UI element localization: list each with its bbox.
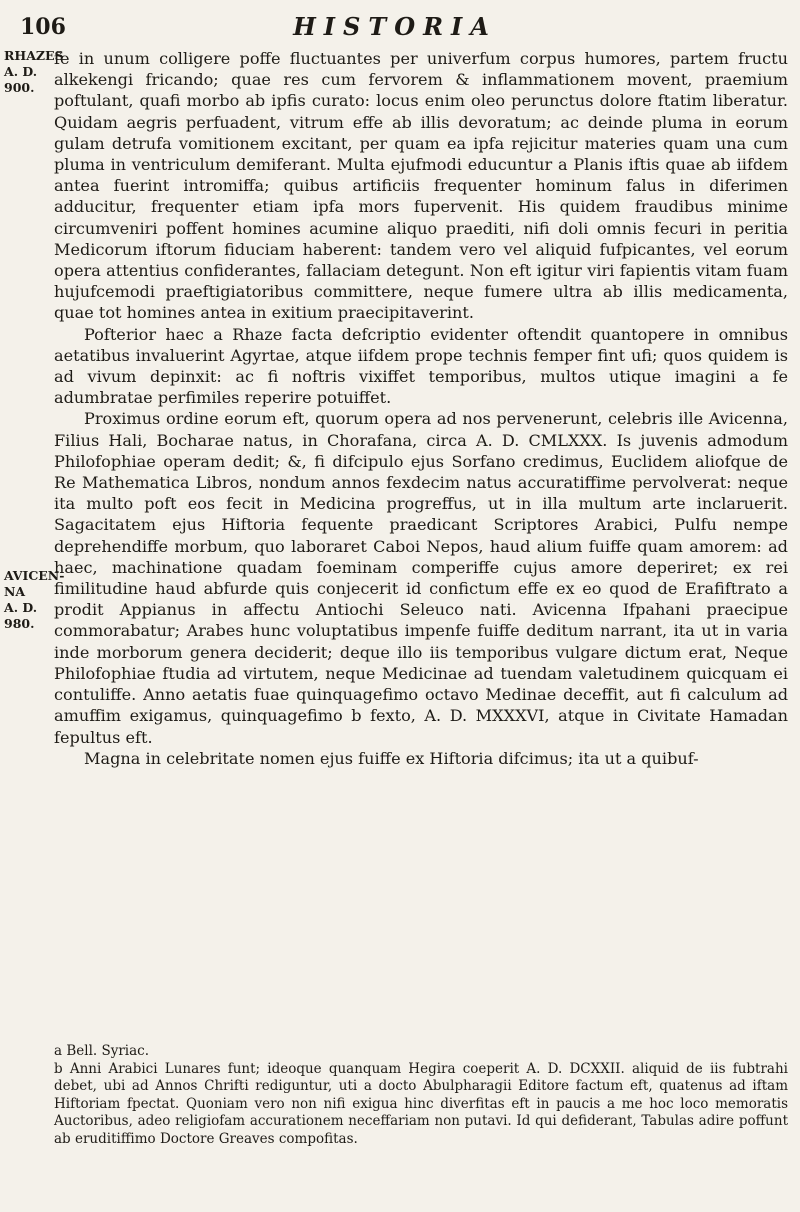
- body-text: [54, 48, 788, 769]
- paragraph-rhazes-quacks: fe in unum colligere poffe fluctuantes per univerfum corpus humores, partem fructu alkekengi fricando; quae res cum fervorem & inflammationem movent, praemium poftulant, quafi morbo ab ipfis curato: locus enim oleo perunctus dolore ftatim liberatur. Quidam aegris perfuadent, vitrum effe ab illis devoratum; ac deinde pluma in eorum gulam detrufa vomitionem excitant, per quam ea ipfa rejicitur materies quam una cum pluma in ventriculum demiferant. Multa ejufmodi educuntur a Planis iftis quae ab iifdem antea fuerint intromiffa; quibus artificiis frequenter hominum falus in diferimen adducitur, frequenter etiam ipfa mors fupervenit. His quidem fraudibus minime circumveniri poffent homines acumine aliquo praediti, nifi doli omnis fecuri in peritia Medicorum iftorum fiduciam haberent: tandem vero vel aliquid fufpicantes, vel eorum opera attentius confiderantes, fallaciam detegunt. Non eft igitur viri fapientis vitam fuam hujufcemodi praeftigiatoribus committere, neque fumere ultra ab illis medicamenta, quae tot homines antea in exitium praecipitaverint.: [54, 49, 788, 323]
- margin-note-year: 980.: [4, 616, 35, 631]
- margin-note-name: AVICEN-NA: [4, 568, 65, 599]
- running-title: HISTORIA: [293, 12, 497, 41]
- page-header: [20, 8, 770, 48]
- footnotes: [54, 1043, 788, 1148]
- paragraph-avicenna: Proximus ordine eorum eft, quorum opera ad nos pervenerunt, celebris ille Avicenna, Filius Hali, Bocharae natus, in Chorafana, circa A. D. CMLXXX. Is juvenis admodum Philofophiae operam dedit; &, fi difcipulo ejus Sorfano credimus, Euclidem aliofque de Re Mathematica Libros, nondum annos fexdecim natus accuratiffime pervolverat: neque ita multo poft eos fecit in Medicina progreffus, ut in illa multum arte inclaruerit. Sagacitatem ejus Hiftoria fequente praedicant Scriptores Arabici, Pulfu nempe deprehendiffe morbum, quo laboraret Caboi Nepos, haud alium fuiffe quam amorem: ad haec, machinatione quadam foeminam comperiffe cujus amore deperiret; ex rei fimilitudine haud abfurde quis conjecerit id confictum effe ex eo quod de Erafiftrato a prodit Appianus in affectu Antiochi Seleuco nati. Avicenna Ifpahani praecipue commorabatur; Arabes hunc voluptatibus impenfe fuiffe deditum narrant, ita ut in varia inde morborum genera deciderit; deque illo iis temporibus vulgare dictum erat, Neque Philofophiae ftudia ad virtutem, neque Medicinae ad tuendam valetudinem quicquam ei contuliffe. Anno aetatis fuae quinquagefimo octavo Medinae deceffit, aut fi calculum ad amuffim exigamus, quinquagefimo b fexto, A. D. MXXXVI, atque in Civitate Hamadan fepultus eft.: [54, 409, 788, 747]
- page-number: 106: [20, 14, 66, 40]
- footnote-a: a Bell. Syriac.: [54, 1043, 150, 1059]
- margin-note-rhazes: [4, 48, 64, 96]
- margin-note-avicenna: [4, 568, 65, 632]
- margin-note-name: RHAZES: [4, 48, 64, 63]
- margin-note-year: 900.: [4, 80, 35, 95]
- margin-note-era: A. D.: [4, 64, 38, 79]
- margin-note-era: A. D.: [4, 600, 38, 615]
- paragraph-rhazes-summary: Pofterior haec a Rhaze facta defcriptio evidenter oftendit quantopere in omnibus aetatibus invaluerint Agyrtae, atque iifdem prope technis femper fint ufi; quos quidem is ad vivum depinxit: ac fi noftris vixiffet temporibus, multos utique imagini a fe adumbratae perfimiles reperire potuiffet.: [54, 324, 788, 408]
- footnote-b: b Anni Arabici Lunares funt; ideoque quanquam Hegira coeperit A. D. DCXXII. aliquid de iis fubtrahi debet, ubi ad Annos Chrifti rediguntur, uti a docto Abulpharagii Editore factum eft, quatenus ad iftam Hiftoriam fpectat. Quoniam vero non nifi exigua hinc diverfitas eft in paucis a me hoc loco memoratis Auctoribus, adeo religiofam accurationem neceffariam non putavi. Id qui defiderant, Tabulas adire poffunt ab eruditiffimo Doctore Greaves compofitas.: [54, 1060, 788, 1147]
- paragraph-avicenna-fame: Magna in celebritate nomen ejus fuiffe ex Hiftoria difcimus; ita ut a quibuf-: [84, 748, 699, 768]
